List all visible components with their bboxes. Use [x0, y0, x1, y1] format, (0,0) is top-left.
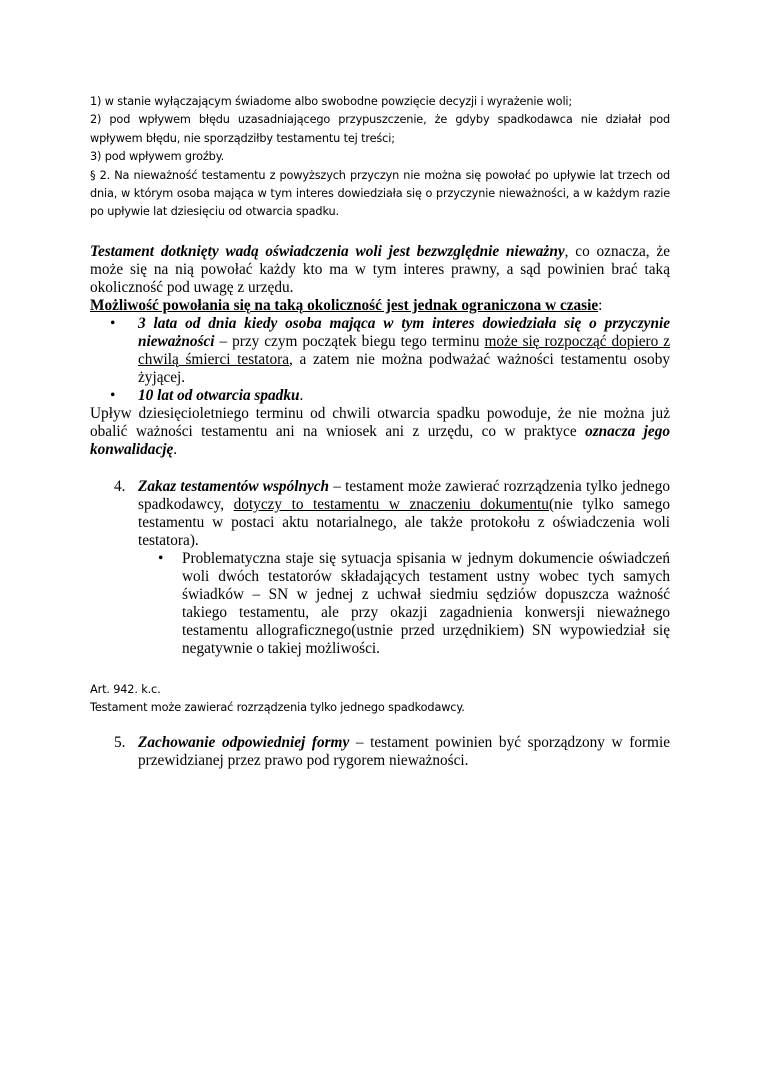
statute-paragraph-2: § 2. Na nieważność testamentu z powyższych przyczyn nie można się powołać po upływie lat trzech od dnia, w którym osoba mająca w tym interes dowiedziała się o przyczynie nieważności, a w każdym razie po upływie lat dziesięciu od otwarcia spadku. — [90, 168, 670, 219]
statute-line-3: 3) pod wpływem groźby. — [90, 150, 225, 164]
sn-resolution-note: Problematyczna staje się sytuacja spisania w jednym dokumencie oświadczeń woli dwóch testatorów składających testament ustny wobec tych samych świadków – SN w jednej z uchwał siedmiu sędziów dopuszcza ważność takiego testamentu, ale przy okazji zagadnienia konwersji nieważnego testamentu allograficznego(ustnie przed urzędnikiem) SN wypowiedział się negatywnie o takiej możliwości. — [182, 549, 670, 657]
bullet-icon: • — [110, 386, 116, 404]
three-year-limit-conclusion: , a zatem nie można podważać ważności testamentu osoby żyjącej. — [138, 350, 670, 386]
joint-testament-underlined: dotyczy to testamentu w znaczeniu dokumentu — [233, 495, 549, 513]
convalidation-text: Upływ dziesięcioletniego terminu od chwili otwarcia spadku powoduje, że nie można już obalić ważności testamentu ani na wniosek ani z urzędu, co w praktyce — [90, 404, 670, 440]
nullity-statement: Testament dotknięty wadą oświadczenia woli jest bezwzględnie nieważny — [90, 242, 565, 260]
bullet-icon: • — [110, 314, 116, 332]
three-year-limit-underlined: może się rozpocząć dopiero z chwilą śmierci testatora — [138, 332, 670, 368]
nullity-paragraph — [90, 243, 670, 297]
nullity-explanation: , co oznacza, że może się na nią powołać każdy kto ma w tym interes prawny, a sąd powinien brać taką okoliczność pod uwagę z urzędu. — [90, 242, 670, 296]
convalidation-term: oznacza jego konwalidację — [90, 422, 671, 458]
statute-line-1: 1) w stanie wyłączającym świadome albo swobodne powzięcie decyzji i wyrażenie woli; — [90, 95, 573, 108]
statute-excerpt — [90, 93, 670, 222]
statute-line-2: 2) pod wpływem błędu uzasadniającego przypuszczenie, że gdyby spadkodawca nie działał pod wpływem błędu, nie sporządziłby testamentu tej treści; — [90, 113, 670, 145]
form-requirement — [90, 734, 670, 770]
three-year-limit: 3 lata od dnia kiedy osoba mająca w tym interes dowiedziała się o przyczynie nieważności — [138, 314, 670, 350]
commentary-section — [90, 243, 670, 658]
numbered-item-4 — [90, 478, 670, 550]
list-item — [90, 387, 670, 405]
art-942-title: Art. 942. k.c. — [90, 682, 161, 696]
list-item — [90, 315, 670, 387]
convalidation-end: . — [173, 440, 178, 458]
joint-testament-ban: Zakaz testamentów wspólnych — [138, 477, 330, 495]
bullet-icon: • — [158, 549, 164, 567]
item-number: 4. — [114, 477, 126, 495]
art-942-text: Testament może zawierać rozrządzenia tylko jednego spadkodawcy. — [90, 701, 465, 715]
art-942-quote — [90, 681, 670, 718]
document-page — [90, 93, 670, 770]
ten-year-limit: 10 lat od otwarcia spadku — [138, 386, 300, 404]
joint-testament-scope: (nie tylko samego testamentu w postaci aktu notarialnego, ale także protokołu z oświadczenia woli testatora). — [138, 495, 670, 549]
time-limit-list — [90, 315, 670, 405]
time-limit-heading-text: Możliwość powołania się na taką okoliczność jest jednak ograniczona w czasie — [90, 296, 599, 314]
item-number: 5. — [114, 733, 126, 751]
list-item — [90, 550, 670, 658]
time-limit-heading-colon: : — [598, 296, 603, 314]
three-year-limit-note: – przy czym początek biegu tego terminu — [214, 332, 485, 350]
convalidation-paragraph — [90, 405, 670, 459]
numbered-item-5 — [90, 734, 670, 770]
form-requirement-title: Zachowanie odpowiedniej formy — [138, 733, 350, 751]
form-requirement-text: – testament powinien być sporządzony w formie przewidzianej przez prawo pod rygorem nieważności. — [138, 733, 670, 769]
joint-testament-text: – testament może zawierać rozrządzenia tylko jednego spadkodawcy, — [138, 477, 670, 513]
joint-testament-sublist — [90, 550, 670, 658]
time-limit-heading — [90, 297, 670, 315]
ten-year-limit-end: . — [299, 386, 304, 404]
